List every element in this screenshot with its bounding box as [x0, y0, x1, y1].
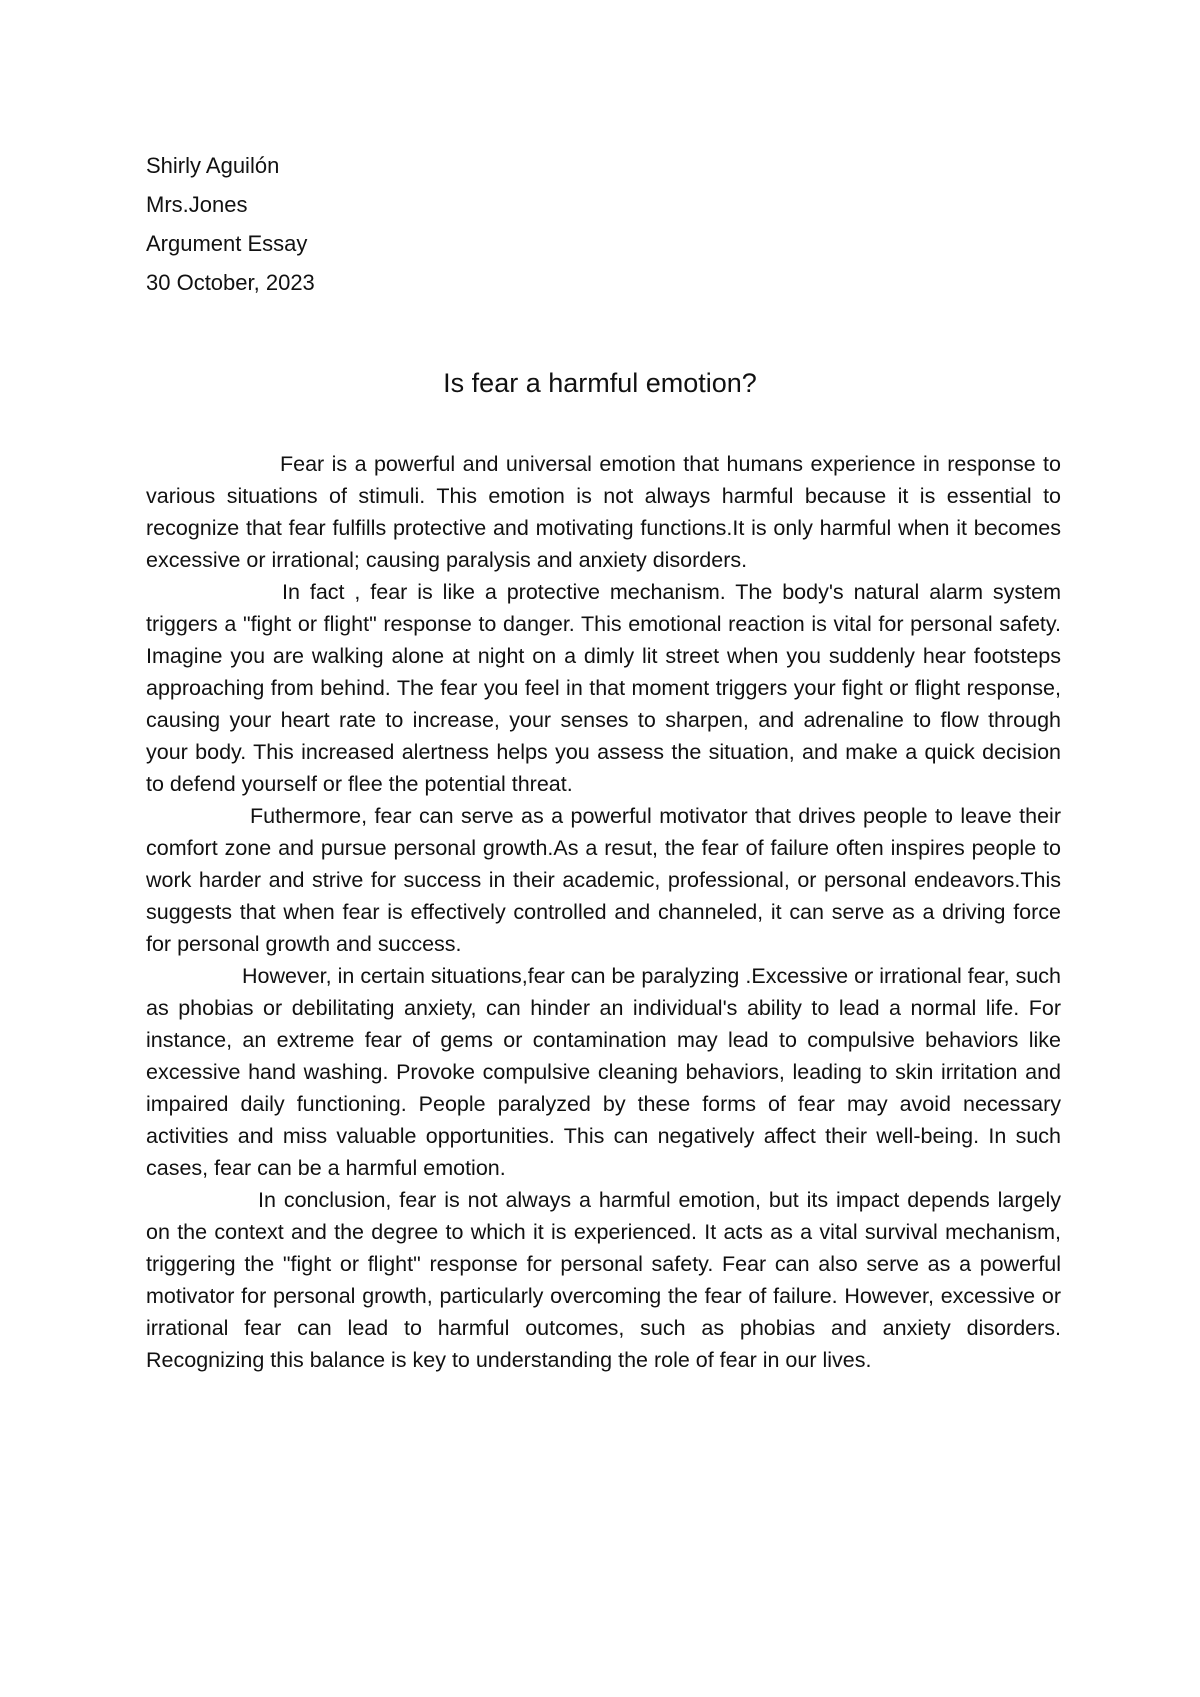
- essay-body: [146, 448, 1061, 1376]
- paragraph-conclusion: In conclusion, fear is not always a harmful emotion, but its impact depends largely on the context and the degree to which it is experienced. It acts as a vital survival mechanism, triggering the "fight or flight" response for personal safety. Fear can also serve as a powerful motivator for personal growth, particularly overcoming the fear of failure. However, excessive or irrational fear can lead to harmful outcomes, such as phobias and anxiety disorders. Recognizing this balance is key to understanding the role of fear in our lives.: [146, 1188, 1061, 1372]
- paragraph-motivator: Futhermore, fear can serve as a powerful motivator that drives people to leave their comfort zone and pursue personal growth.As a resut, the fear of failure often inspires people to work harder and strive for success in their academic, professional, or personal endeavors.This suggests that when fear is effectively controlled and channeled, it can serve as a driving force for personal growth and success.: [146, 804, 1061, 956]
- assignment-type: Argument Essay: [146, 231, 308, 256]
- paragraph-introduction: Fear is a powerful and universal emotion that humans experience in response to various situations of stimuli. This emotion is not always harmful because it is essential to recognize that fear fulfills protective and motivating functions.It is only harmful when it becomes excessive or irrational; causing paralysis and anxiety disorders.: [146, 452, 1061, 572]
- author-name: Shirly Aguilón: [146, 153, 280, 178]
- teacher-name: Mrs.Jones: [146, 192, 248, 217]
- essay-header: [146, 146, 315, 302]
- essay-title: Is fear a harmful emotion?: [443, 368, 757, 398]
- essay-date: 30 October, 2023: [146, 270, 315, 295]
- paragraph-paralyzing: However, in certain situations,fear can be paralyzing .Excessive or irrational fear, such as phobias or debilitating anxiety, can hinder an individual's ability to lead a normal life. For instance, an extreme fear of gems or contamination may lead to compulsive behaviors like excessive hand washing. Provoke compulsive cleaning behaviors, leading to skin irritation and impaired daily functioning. People paralyzed by these forms of fear may avoid necessary activities and miss valuable opportunities. This can negatively affect their well-being. In such cases, fear can be a harmful emotion.: [146, 964, 1061, 1180]
- paragraph-protective-mechanism: In fact , fear is like a protective mechanism. The body's natural alarm system triggers a "fight or flight" response to danger. This emotional reaction is vital for personal safety. Imagine you are walking alone at night on a dimly lit street when you suddenly hear footsteps approaching from behind. The fear you feel in that moment triggers your fight or flight response, causing your heart rate to increase, your senses to sharpen, and adrenaline to flow through your body. This increased alertness helps you assess the situation, and make a quick decision to defend yourself or flee the potential threat.: [146, 580, 1061, 796]
